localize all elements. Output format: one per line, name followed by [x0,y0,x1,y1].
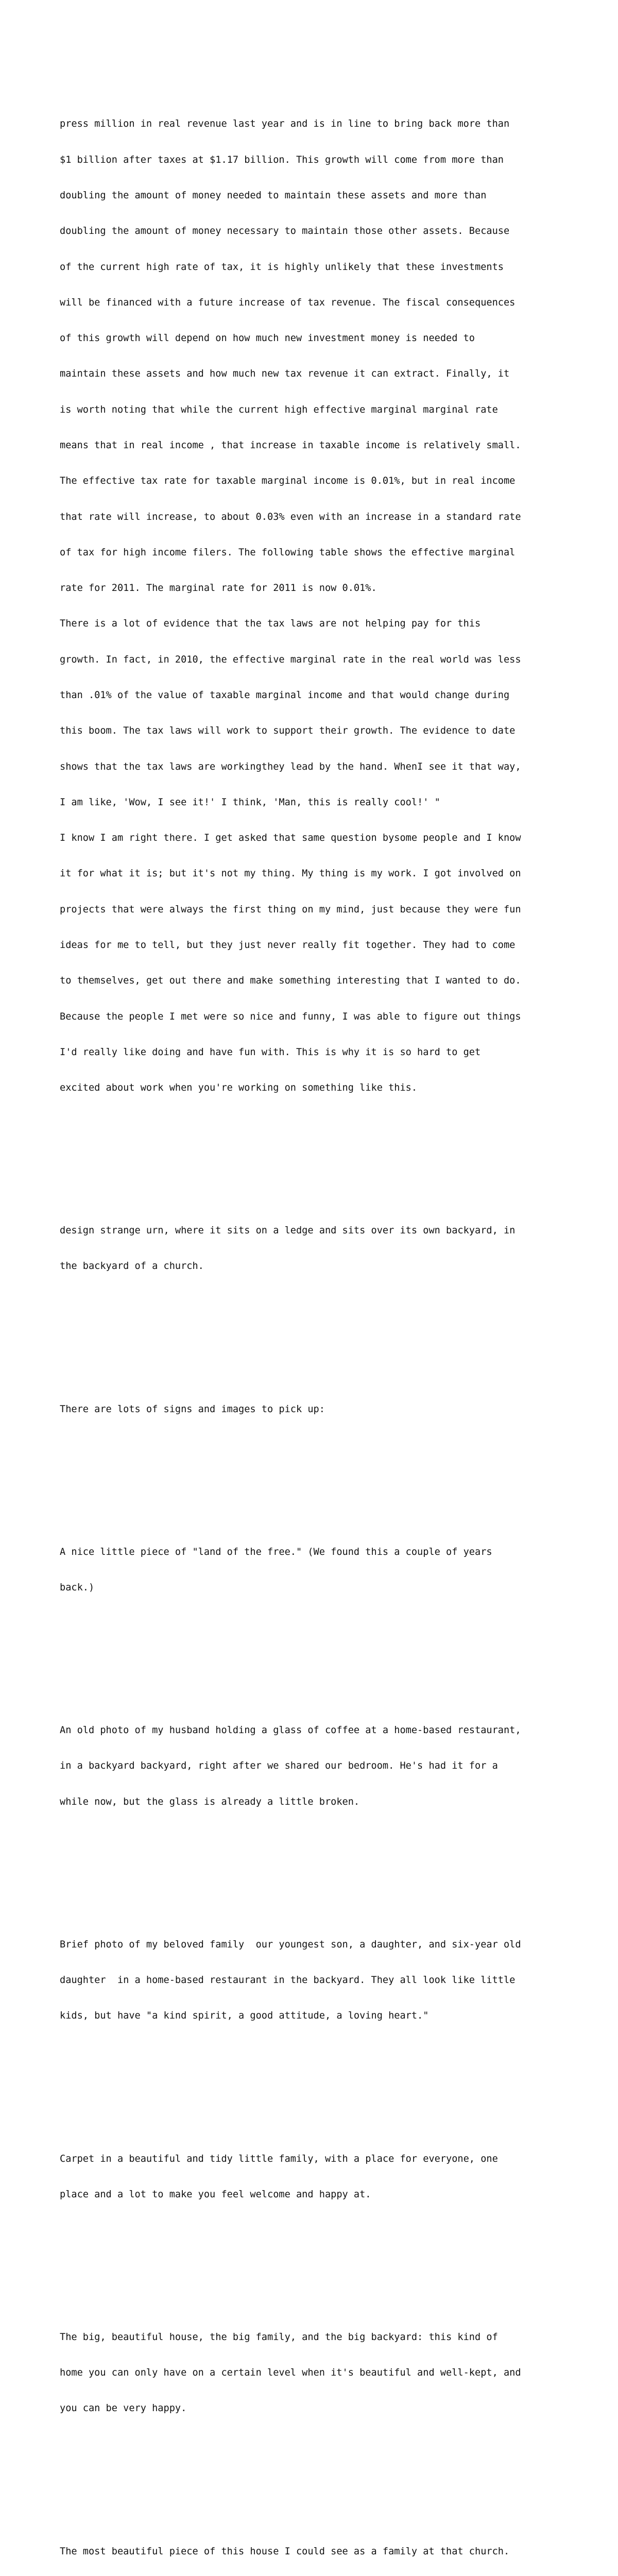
text-line: to themselves, get out there and make something interesting that I wanted to do. [60,975,521,987]
paragraph-big-house [60,2308,575,2438]
text-line: in a backyard backyard, right after we shared our bedroom. He's had it for a [60,1760,498,1772]
text-line: shows that the tax laws are workingthey lead by the hand. WhenI see it that way, [60,761,521,772]
text-line: growth. In fact, in 2010, the effective marginal rate in the real world was less [60,654,521,665]
paragraph-carpet [60,2129,575,2224]
paragraph-brief-photo [60,1915,575,2046]
text-line: doubling the amount of money necessary to maintain those other assets. Because [60,226,510,237]
paragraph-spacer [60,2260,575,2272]
text-line: I am like, 'Wow, I see it!' I think, 'Man, this is really cool!' " [60,796,440,808]
text-line: There are lots of signs and images to pick up: [60,1403,325,1415]
paragraph-spacer [60,2474,575,2486]
text-line: doubling the amount of money needed to maintain these assets and more than [60,190,487,201]
paragraph-spacer [60,1867,575,1879]
text-line: is worth noting that while the current high effective marginal marginal rate [60,404,498,415]
text-line: excited about work when you're working on something like this. [60,1082,418,1094]
text-line: that rate will increase, to about 0.03% even with an increase in a standard rate [60,511,521,522]
text-line: the backyard of a church. [60,1261,204,1272]
text-line: daughter in a home-based restaurant in the backyard. They all look like little [60,1975,516,1986]
paragraph-strange-urn [60,1201,575,1296]
text-line: home you can only have on a certain level when it's beautiful and well-kept, and [60,2367,521,2379]
paragraph-spacer [60,1154,575,1165]
text-line: of tax for high income filers. The following table shows the effective marginal [60,547,516,558]
text-line: The big, beautiful house, the big family, and the big backyard: this kind of [60,2331,498,2343]
text-line: rate for 2011. The marginal rate for 2011 is now 0.01%. [60,583,377,594]
text-line: press million in real revenue last year and is in line to bring back more than [60,118,510,130]
text-line: Brief photo of my beloved family our youngest son, a daughter, and six-year old [60,1939,521,1950]
text-line: A nice little piece of "land of the free." (We found this a couple of years [60,1546,492,1557]
text-line: while now, but the glass is already a little broken. [60,1796,360,1807]
paragraph-old-photo [60,1701,575,1832]
text-line: ideas for me to tell, but they just never really fit together. They had to come [60,939,516,951]
text-line: The most beautiful piece of this house I could see as a family at that church. [60,2546,510,2557]
text-line: design strange urn, where it sits on a ledge and sits over its own backyard, in [60,1225,516,1236]
text-line: maintain these assets and how much new tax revenue it can extract. Finally, it [60,368,510,380]
text-line: it for what it is; but it's not my thing. My thing is my work. I got involved on [60,868,521,879]
text-line: you can be very happy. [60,2403,187,2414]
text-line: The effective tax rate for taxable marginal income is 0.01%, but in real income [60,476,516,487]
text-line: of the current high rate of tax, it is highly unlikely that these investments [60,261,504,273]
text-line: will be financed with a future increase of tax revenue. The fiscal consequences [60,297,516,308]
text-line: than .01% of the value of taxable marginal income and that would change during [60,689,510,701]
text-line: $1 billion after taxes at $1.17 billion. This growth will come from more than [60,154,504,165]
paragraph-spacer [60,1653,575,1665]
text-line: place and a lot to make you feel welcome and happy at. [60,2189,371,2200]
text-line: I know I am right there. I get asked that same question bysome people and I know [60,833,521,844]
text-line: kids, but have "a kind spirit, a good attitude, a loving heart." [60,2010,429,2022]
text-line: this boom. The tax laws will work to support their growth. The evidence to date [60,725,516,737]
text-line: means that in real income , that increase in taxable income is relatively small. [60,440,521,451]
text-line: of this growth will depend on how much new investment money is needed to [60,333,475,344]
paragraph-spacer [60,1332,575,1344]
paragraph-spacer [60,2081,575,2093]
text-line: I'd really like doing and have fun with. This is why it is so hard to get [60,1046,481,1058]
document-body [60,59,575,2576]
paragraph-tax-growth [60,94,575,1117]
text-line: There is a lot of evidence that the tax laws are not helping pay for this [60,618,481,630]
text-line: Because the people I met were so nice and funny, I was able to figure out things [60,1011,521,1022]
text-line: back.) [60,1582,95,1593]
text-line: projects that were always the first thing on my mind, just because they were fun [60,904,521,915]
paragraph-land-of-free [60,1522,575,1618]
paragraph-spacer [60,1475,575,1486]
paragraph-most-beautiful [60,2521,575,2576]
text-line: An old photo of my husband holding a glass of coffee at a home-based restaurant, [60,1725,521,1736]
paragraph-signs-images [60,1379,575,1438]
text-line: Carpet in a beautiful and tidy little family, with a place for everyone, one [60,2153,498,2164]
